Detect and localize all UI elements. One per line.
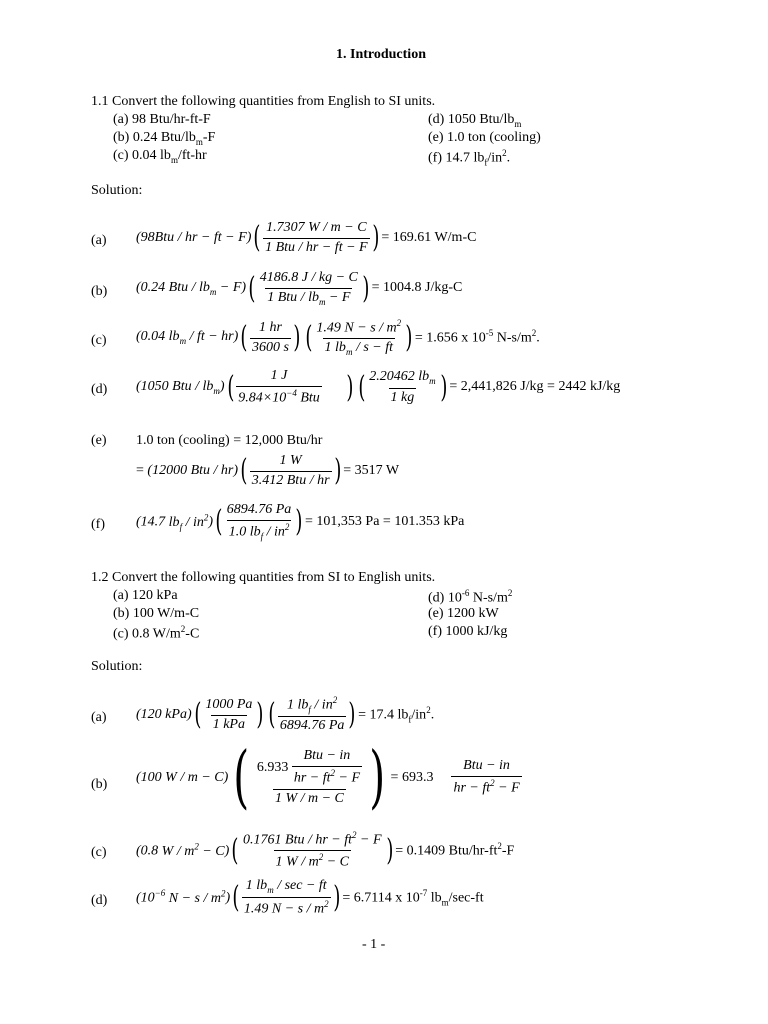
sol-1-2-d-label: (d): [91, 893, 108, 908]
problem-1-2-item-d: (d) $10^{-6}$ $N-s/m^2$: [428, 588, 513, 606]
sol-1-2-c-result: = 0.1409 Btu/$hr-ft^2-F$: [395, 841, 515, 859]
sol-1-1-a-result: = 169.61 W/m-C: [381, 229, 477, 245]
sol-1-2-a-equation: (120 kPa) ( $\frac{1000 Pa}{\text{1 kPa}}$ ) ( $\frac{1 lb_f / in^2}{6894.76 Pa}$ ) = 17.4 $lb_f/in^2$.: [136, 695, 435, 734]
problem-1-2-item-c: (c) 0.8 $W/m^2-C$: [113, 624, 200, 642]
sol-1-2-d-equation: ($10^{-6}$ $N - s / m^2$) ( $\frac{1 lb_m / \sec - ft}{1.49 N - s / m^2}$ ) = 6.7114 x $10^{-7}$ $lb_m/\sec-ft$: [136, 878, 484, 917]
sol-1-1-f-equation: (14.7 $lb_f / in^2$) ( $\frac{6894.76 Pa}{1.0 lb_f / in^2}$ ) = 101,353 Pa = 101.353 kPa: [136, 502, 465, 542]
sol-1-1-c-equation: (0.04 $lb_m$ / ft − hr) ( $\frac{1 hr}{3600 s}$ ) ( $\frac{1.49 N - s / m^2}{1 lb_m / s - ft}$ ) = 1.656 x $10^{-5}$ $N-s/m^2$.: [136, 318, 540, 358]
sol-1-1-b-equation: (0.24 Btu / $lb_m - F$) ( $\frac{4186.8 J / kg - C}{1 Btu / lb_m - F}$ ) = 1004.8 J/kg-C: [136, 270, 463, 307]
sol-1-2-b-label: (b): [91, 777, 108, 792]
problem-1-1-item-c: (c) 0.04 $lb_m/ft-hr$: [113, 148, 207, 165]
page-title: 1. Introduction: [336, 47, 426, 62]
problem-1-1-item-b: (b) 0.24 Btu/$lb_m-F$: [113, 130, 216, 147]
sol-1-1-e-line1: 1.0 ton (cooling) = 12,000 Btu/hr: [136, 433, 323, 448]
problem-1-1-item-f: (f) 14.7 $lb_f/in^2$.: [428, 148, 511, 168]
problem-1-1-item-d: (d) 1050 Btu/$lb_m$: [428, 112, 522, 129]
sol-1-2-c-equation: (0.8 $W / m^2 - C$) ( $\frac{0.1761 Btu / hr - ft^2 - F}{1 W / m^2 - C}$ ) = 0.1409 Btu/$hr-ft^2-F$: [136, 830, 515, 871]
sol-1-2-a-result: = 17.4 $lb_f/in^2$.: [358, 704, 435, 725]
sol-1-1-b-result: = 1004.8 J/kg-C: [371, 280, 463, 296]
sol-1-1-f-label: (f): [91, 517, 105, 532]
sol-1-1-b-label: (b): [91, 284, 108, 299]
sol-1-1-d-result: = 2,441,826 J/kg = 2442 kJ/kg: [449, 379, 621, 395]
sol-1-2-c-label: (c): [91, 845, 107, 860]
sol-1-1-a-equation: (98Btu / hr − ft − F) ( $\frac{1.7307 W / m - C}{\text{1 Btu / hr − ft − F}}$ ) = 169.61 W/m-C: [136, 220, 477, 256]
problem-1-2-prompt: 1.2 Convert the following quantities from SI to English units.: [91, 570, 436, 585]
problem-1-1-item-a: (a) 98 Btu/hr-ft-F: [113, 112, 211, 127]
sol-1-2-b-equation: (100 W / m − C) ( 6.933 $\frac{\text{Btu − in}}{hr - ft^2 - F}$ 1 W / m − C ) = 693.3 $\frac{\text{Btu − in}}{hr - ft^2 - F}$: [136, 738, 520, 817]
sol-1-2-d-result: = 6.7114 x $10^{-7}$ $lb_m/\sec-ft$: [342, 887, 484, 908]
problem-1-2-item-e: (e) 1200 kW: [428, 606, 499, 621]
sol-1-1-f-result: = 101,353 Pa = 101.353 kPa: [305, 513, 465, 529]
solution-label-1: Solution:: [91, 183, 143, 198]
problem-1-2-item-a: (a) 120 kPa: [113, 588, 178, 603]
problem-1-2-item-f: (f) 1000 kJ/kg: [428, 624, 508, 639]
sol-1-1-d-label: (d): [91, 382, 108, 397]
sol-1-1-e-result: = 3517 W: [343, 462, 400, 478]
sol-1-1-a-label: (a): [91, 233, 107, 248]
problem-1-1-item-e: (e) 1.0 ton (cooling): [428, 130, 541, 145]
page-number: - 1 -: [362, 937, 386, 952]
solution-label-2: Solution:: [91, 659, 143, 674]
sol-1-1-c-result: = 1.656 x $10^{-5}$ $N-s/m^2$.: [414, 328, 540, 346]
sol-1-1-c-label: (c): [91, 333, 107, 348]
problem-1-2-item-b: (b) 100 W/m-C: [113, 606, 200, 621]
sol-1-2-b-result: = 693.3: [390, 769, 434, 785]
sol-1-2-a-label: (a): [91, 710, 107, 725]
sol-1-1-d-equation: (1050 Btu / $lb_m$) ( $\frac{1 J}{9.84\times 10^{-4} Btu}$ ) ( $\frac{2.20462 lb_m}{1 kg}$ ) = 2,441,826 J/kg = 2442 kJ/kg: [136, 368, 621, 406]
sol-1-1-e-equation: = (12000 Btu / hr) ( $\frac{1 W}{\text{3.412 Btu / hr}}$ ) = 3517 W: [136, 453, 400, 489]
problem-1-1-prompt: 1.1 Convert the following quantities from English to SI units.: [91, 94, 436, 109]
sol-1-1-e-label: (e): [91, 433, 107, 448]
